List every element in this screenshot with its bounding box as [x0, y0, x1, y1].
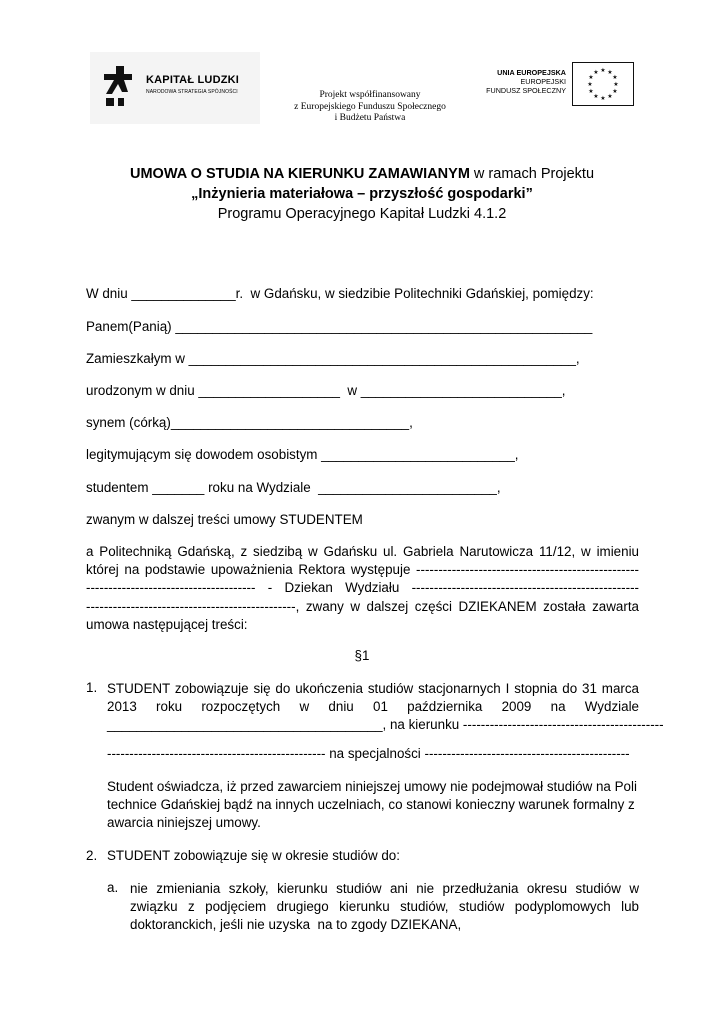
year-line: studentem _______ roku na Wydziale ________________________, [86, 480, 501, 495]
document-title [0, 164, 724, 224]
title-rest: w ramach Projektu [469, 166, 595, 182]
stmt-line-3: awarcia niniejszej umowy. [107, 815, 261, 831]
svg-text:★: ★ [588, 74, 594, 81]
item1-line-3: _____________________________________, na kierunku --------------------------------------------- [107, 717, 664, 733]
date-line: W dniu ______________r. w Gdańsku, w siedzibie Politechniki Gdańskiej, pomiędzy: [86, 286, 594, 301]
stmt-line-2: technice Gdańskiej bądź na innych uczelniach, co stanowi konieczny warunek formalny z [107, 797, 635, 813]
kl-brand-text: KAPITAŁ LUDZKI [146, 74, 240, 86]
svg-text:★: ★ [600, 95, 606, 102]
cofin-line-3: i Budżetu Państwa [334, 113, 406, 123]
svg-text:★: ★ [587, 81, 593, 88]
svg-text:★: ★ [612, 88, 618, 95]
kapital-ludzki-emblem-icon [102, 64, 134, 108]
item1-text [107, 680, 664, 735]
cofin-line-1: Projekt współfinansowany [319, 90, 421, 100]
student-def-line: zwanym w dalszej treści umowy STUDENTEM [86, 512, 363, 527]
svg-text:★: ★ [607, 69, 613, 76]
stmt-line-1: Student oświadcza, iż przed zawarciem niniejszej umowy nie podejmował studiów na Poli [107, 779, 637, 794]
address-line: Zamieszkałym w ____________________________________________________, [86, 351, 580, 366]
university-paragraph [86, 543, 639, 634]
para-line-1: a Politechniką Gdańską, z siedzibą w Gdańsku ul. Gabriela Narutowicza 11/12, w imieniu [86, 544, 639, 559]
svg-text:★: ★ [593, 69, 599, 76]
birth-line: urodzonym w dniu ___________________ w ___________________________, [86, 383, 566, 398]
itema-text [130, 880, 639, 935]
item2-number: 2. [86, 848, 98, 863]
cofinancing-note [270, 90, 470, 125]
title-line-2: „Inżynieria materiałowa – przyszłość gospodarki” [191, 186, 533, 202]
itema-line-2: związku z podjęciem drugiego kierunku studiów, studiów podyplomowych lub [130, 899, 639, 915]
para-line-4: -----------------------------------------------, zwany w dalszej części DZIEKANEM została zawarta [86, 598, 639, 614]
kl-subtitle-text: NARODOWA STRATEGIA SPÓJNOŚCI [146, 89, 238, 95]
title-bold: UMOWA O STUDIA NA KIERUNKU ZAMAWIANYM [129, 166, 470, 182]
itema-number: a. [107, 880, 119, 895]
svg-text:★: ★ [588, 88, 594, 95]
title-line-3: Programu Operacyjnego Kapitał Ludzki 4.1.2 [217, 206, 507, 222]
kapital-ludzki-logo [90, 52, 260, 124]
name-line: Panem(Panią) ________________________________________________________ [86, 319, 593, 334]
para-line-5: umowa następującej treści: [86, 616, 248, 632]
svg-text:★: ★ [600, 67, 606, 74]
title-line-1 [0, 164, 724, 184]
eu-line-3: FUNDUSZ SPOŁECZNY [486, 86, 566, 95]
section-mark: §1 [354, 648, 370, 663]
eu-flag-icon [572, 62, 634, 106]
eu-line-1: UNIA EUROPEJSKA [497, 68, 566, 77]
para-line-3: -------------------------------------- - Dziekan Wydziału --------------------------------------------------- [86, 580, 639, 596]
id-line: legitymującym się dowodem osobistym __________________________, [86, 447, 519, 462]
parent-line: synem (córką)________________________________, [86, 415, 413, 430]
item1-line-2: 2013 roku rozpoczętych w dniu 01 października 2009 na Wydziale [107, 699, 639, 715]
svg-text:★: ★ [593, 93, 599, 100]
svg-text:★: ★ [607, 93, 613, 100]
item1-specialization-line: ------------------------------------------------- na specjalności ---------------------------------------------- [107, 746, 630, 761]
item2-text: STUDENT zobowiązuje się w okresie studiów do: [107, 848, 400, 863]
cofin-line-2: z Europejskiego Funduszu Społecznego [294, 101, 446, 112]
student-statement [107, 778, 639, 833]
para-line-2: której na podstawie upoważnienia Rektora występuje -------------------------------------------------- [86, 562, 639, 578]
itema-line-1: nie zmieniania szkoły, kierunku studiów ani nie przedłużania okresu studiów w [130, 881, 639, 896]
itema-line-3: doktoranckich, jeśli nie uzyska na to zgody DZIEKANA, [130, 917, 462, 933]
svg-text:★: ★ [612, 74, 618, 81]
item1-number: 1. [86, 680, 98, 695]
item1-line-1: STUDENT zobowiązuje się do ukończenia studiów stacjonarnych I stopnia do 31 marca [107, 681, 639, 696]
eu-logo [480, 62, 636, 106]
svg-text:★: ★ [613, 81, 619, 88]
eu-line-2: EUROPEJSKI [520, 77, 566, 86]
